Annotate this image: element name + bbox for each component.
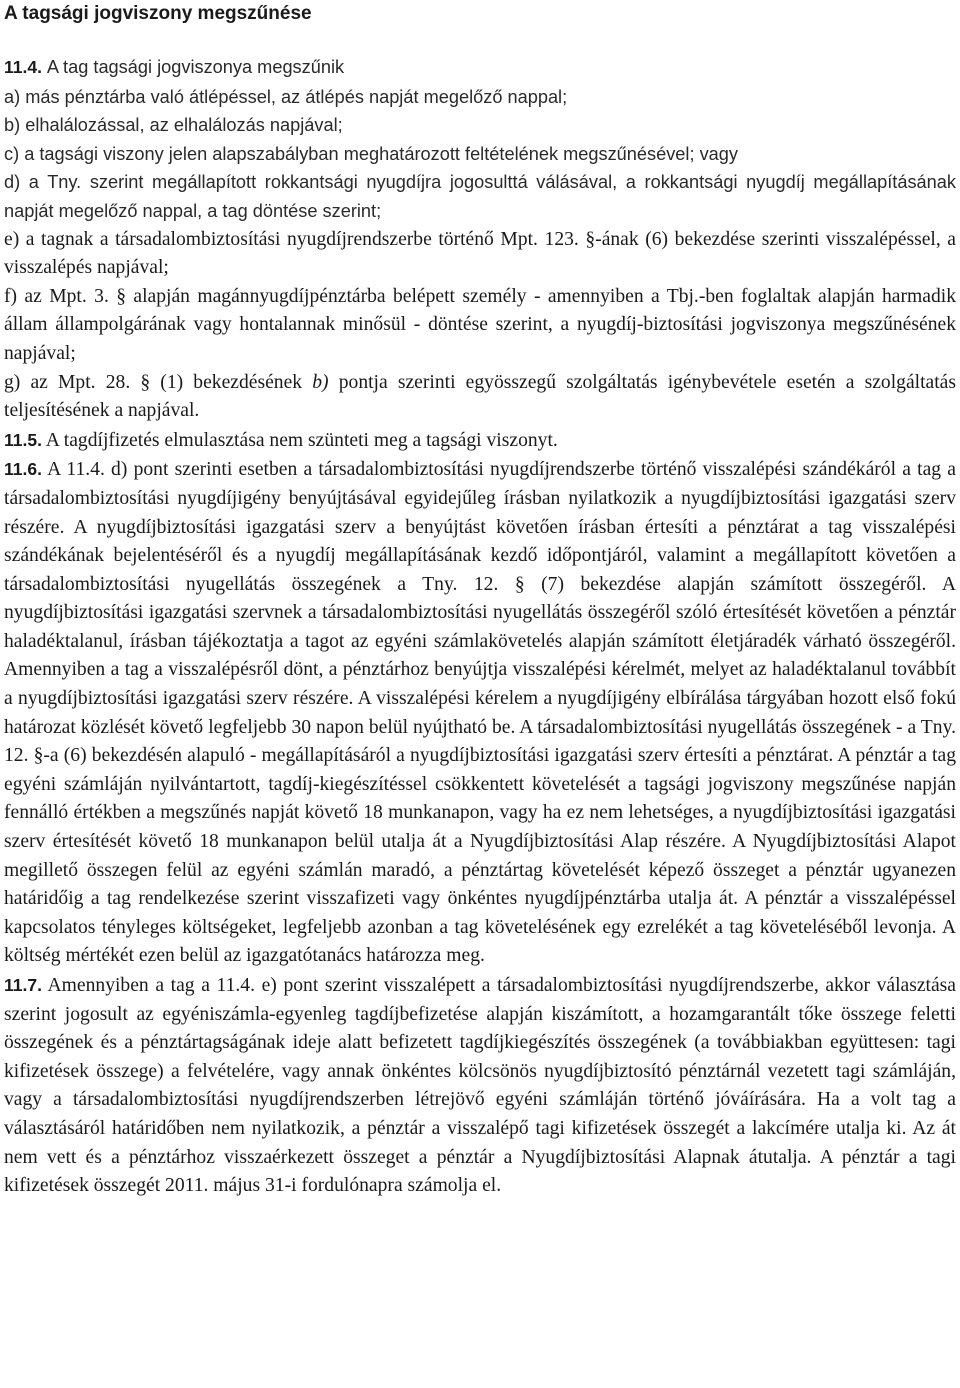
section-11-4-intro-line: [4, 53, 956, 83]
item-g-text-post: pontja szerinti egyösszegű szolgáltatás igénybevétele esetén a szolgáltatás teljesítésének a napjával.: [4, 371, 956, 422]
section-intro: A tag tagsági jogviszonya megszűnik: [46, 57, 345, 77]
item-d: d) a Tny. szerint megállapított rokkantsági nyugdíjra jogosulttá válásával, a rokkantsági nyugdíj megállapításának napját megelőző nappal, a tag döntése szerint;: [4, 172, 956, 221]
section-11-5: [4, 426, 956, 456]
section-11-6: [4, 455, 956, 971]
item-e: e) a tagnak a társadalombiztosítási nyugdíjrendszerbe történő Mpt. 123. §-ának (6) bekezdése szerinti visszalépéssel, a visszalépés napjával;: [4, 228, 956, 279]
section-number: 11.7.: [4, 975, 42, 995]
section-text: Amennyiben a tag a 11.4. e) pont szerint visszalépett a társadalombiztosítási nyugdíjrendszerbe, akkor választása szerint jogosult az egyéniszámla-egyenleg tagdíjbefizetése alapján kiszámított, a hozamgarantált tőke összege feletti összegének és a pénztártagságának ideje alatt befizetett tagdíjkiegészítés összegének (a továbbiakban együttesen: tagi kifizetések összege) a felvételére, vagy annak önkéntes kölcsönös nyugdíjbiztosító pénztárnál vezetett tagi számláján, vagy a társadalombiztosítási nyugdíjrendszerben létrejövő egyéni számláján történő jóváírására. Ha a volt tag a választásáról határidőben nem nyilatkozik, a pénztár a visszalépő tagi kifizetések összegét a lakcímére utalja ki. Az át nem vett és a pénztárhoz visszaérkezett összeget a pénztár a Nyugdíjbiztosítási Alapnak átutalja. A pénztár a tagi kifizetések összegét 2011. május 31-i fordulónapra számolja el.: [4, 975, 956, 1197]
section-number: 11.5.: [4, 429, 42, 450]
section-text: A tagdíjfizetés elmulasztása nem szünteti meg a tagsági viszonyt.: [45, 429, 558, 451]
section-number: 11.6.: [4, 459, 42, 480]
item-a: a) más pénztárba való átlépéssel, az átlépés napját megelőző nappal;: [4, 86, 568, 107]
item-c: c) a tagsági viszony jelen alapszabályban meghatározott feltételének megszűnésével; vagy: [4, 143, 738, 164]
section-number: 11.4.: [4, 57, 42, 77]
document-page: [4, 0, 956, 1201]
item-g-italic: b): [312, 371, 329, 393]
page-title: A tagsági jogviszony megszűnése: [4, 3, 312, 24]
section-11-4: [4, 53, 956, 426]
section-text: A 11.4. d) pont szerinti esetben a társadalombiztosítási nyugdíjrendszerbe történő visszalépési szándékáról a tag a társadalombiztosítási nyugdíjigény benyújtásával egyidejűleg írásban nyilatkozik a nyugdíjbiztosítási igazgatási szerv részére. A nyugdíjbiztosítási igazgatási szerv a benyújtást követően írásban értesíti a pénztárat a tag visszalépési szándékának bejelentéséről és a nyugdíj megállapításának kezdő időpontjáról, valamint a megállapított követően a társadalombiztosítási nyugellátás összegének a Tny. 12. § (7) bekezdése alapján számított összegéről. A nyugdíjbiztosítási igazgatási szervnek a társadalombiztosítási nyugellátás összegéről szóló értesítését követően a pénztár haladéktalanul, írásban tájékoztatja a tagot az egyéni számlakövetelés alapján számított életjáradék várható összegéről. Amennyiben a tag a visszalépésről dönt, a pénztárhoz benyújtja visszalépési kérelmét, melyet az haladéktalanul továbbít a nyugdíjbiztosítási igazgatási szerv részére. A visszalépési kérelem a nyugdíjigény elbírálása tárgyában hozott első fokú határozat közlését követő legfeljebb 30 napon belül nyújtható be. A társadalombiztosítási nyugellátás összegének - a Tny. 12. §-a (6) bekezdésén alapuló - megállapításáról a nyugdíjbiztosítási igazgatási szerv értesíti a pénztárat. A pénztár a tag egyéni számláján nyilvántartott, tagdíj-kiegészítéssel csökkentett követelését a tagsági jogviszony megszűnése napján fennálló értékben a megszűnés napját követő 18 munkanapon, vagy ha ez nem lehetséges, a nyugdíjbiztosítási igazgatási szerv értesítését követő 18 munkanapon belül utalja át a Nyugdíjbiztosítási Alap részére. A Nyugdíjbiztosítási Alapot megillető összegen felül az egyéni számlán maradó, a pénztártag követelését képező összeget a pénztár ugyanezen határidőig a tag rendelkezése szerint visszafizeti vagy önkéntes nyugdíjpénztárba utalja át. A pénztár a visszalépéssel kapcsolatos tényleges költségeket, legfeljebb azonban a tag követelésének egy ezrelékét a tag követeléséből levonja. A költség mértékét ezen belül az igazgatótanács határozza meg.: [4, 459, 956, 967]
item-f: f) az Mpt. 3. § alapján magánnyugdíjpénztárba belépett személy - amennyiben a Tbj.-ben foglaltak alapján harmadik állam állampolgárának vagy hontalannak minősül - döntése szerint, a nyugdíj-biztosítási jogviszonya megszűnésének napjával;: [4, 285, 956, 364]
section-11-7: [4, 971, 956, 1201]
item-g: [4, 369, 956, 426]
item-b: b) elhalálozással, az elhalálozás napjával;: [4, 115, 343, 136]
item-g-text-pre: g) az Mpt. 28. § (1) bekezdésének: [4, 371, 313, 393]
